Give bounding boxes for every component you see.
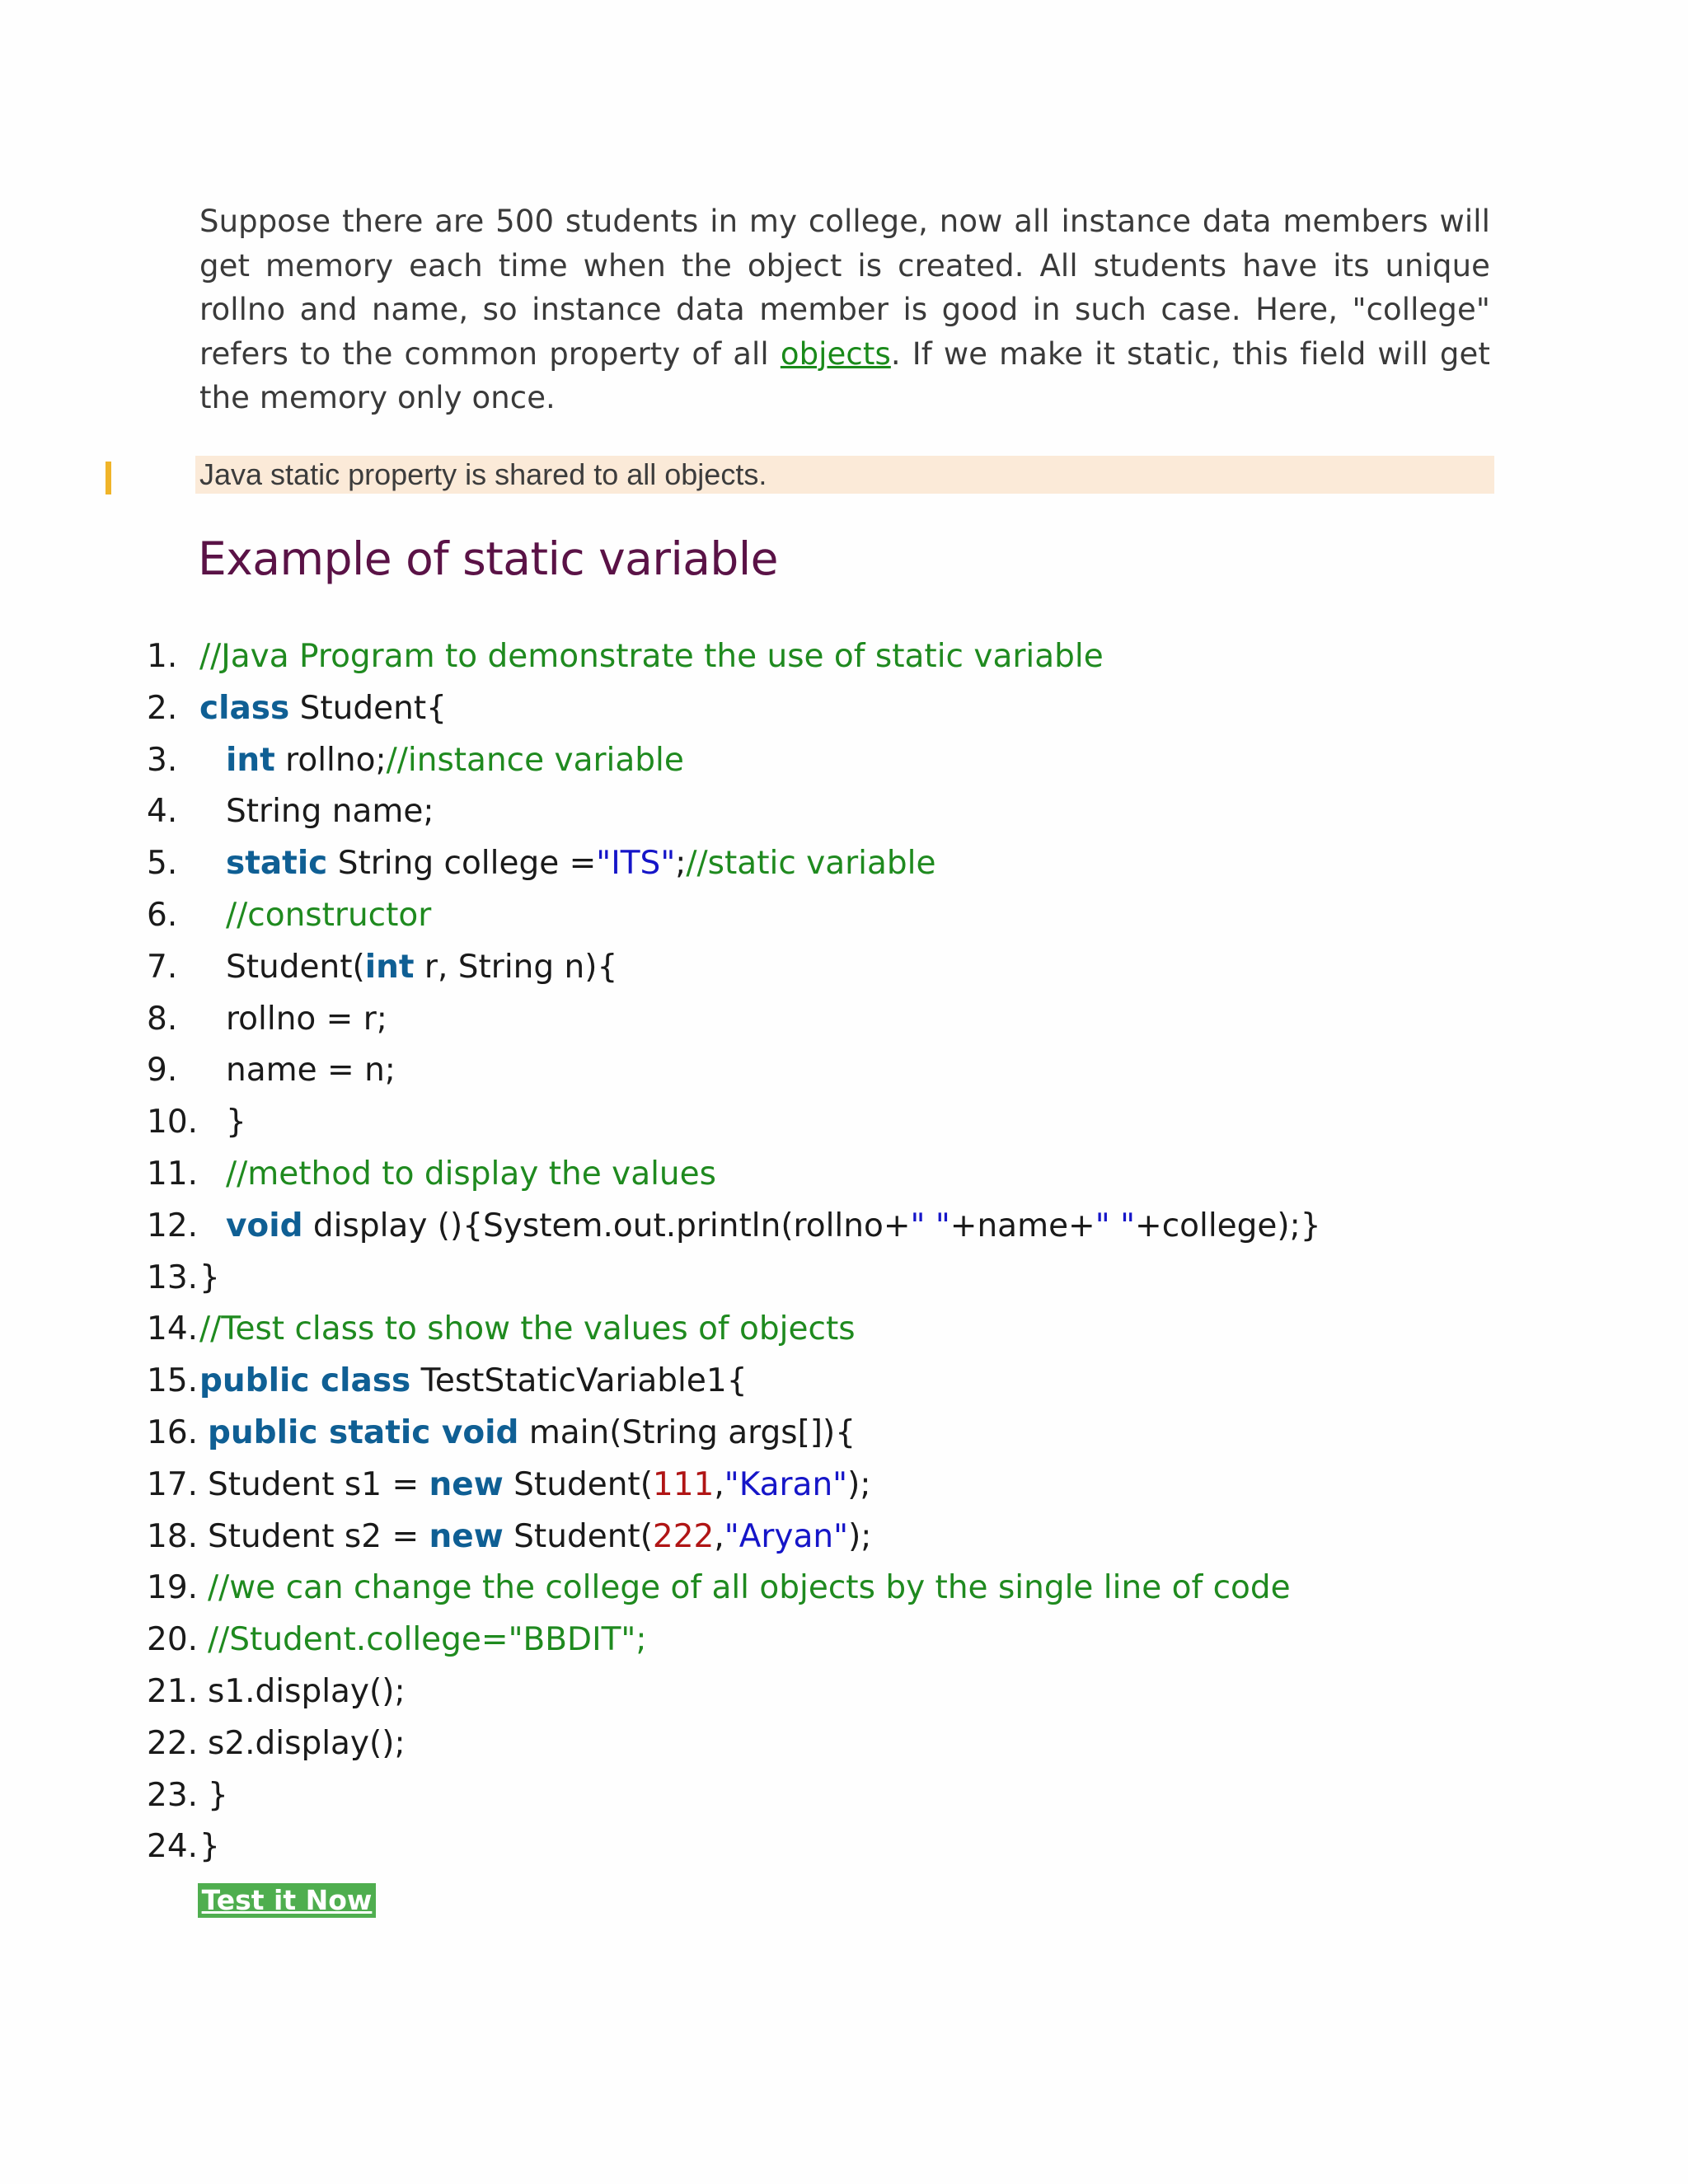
code-line (147, 1304, 1383, 1356)
code-text: rollno = r; (226, 1000, 387, 1038)
code-line-text (226, 890, 431, 942)
code-text: , (714, 1465, 724, 1503)
code-line-text (208, 1563, 1291, 1615)
code-line (147, 890, 1383, 942)
code-line-text (226, 942, 617, 994)
code-line-text (208, 1408, 856, 1460)
code-line (147, 1201, 1383, 1253)
code-text: main(String args[]){ (518, 1413, 856, 1451)
code-number: 111 (652, 1465, 715, 1503)
code-line (147, 1356, 1383, 1408)
code-text: ); (848, 1517, 872, 1555)
code-line-text (199, 1821, 220, 1873)
code-line-text (208, 1770, 228, 1822)
code-line-number: 22. (147, 1724, 199, 1762)
intro-text-after-link: . If we make it static, this field will get the memory only once. (199, 335, 1490, 415)
code-line-text (226, 786, 434, 838)
code-line (147, 942, 1383, 994)
code-line-number: 13. (147, 1258, 199, 1296)
intro-paragraph (199, 199, 1490, 420)
code-text: Student s1 = (208, 1465, 429, 1503)
code-line-number: 24. (147, 1828, 199, 1866)
code-line-number: 2. (147, 689, 178, 727)
code-number: 222 (652, 1517, 715, 1555)
code-text: String name; (226, 793, 434, 831)
code-line-text (199, 1304, 856, 1356)
code-comment: //instance variable (386, 741, 684, 779)
code-line (147, 1408, 1383, 1460)
code-line (147, 631, 1383, 683)
code-keyword: class (199, 689, 290, 727)
code-line (147, 994, 1383, 1046)
code-string: " " (910, 1207, 950, 1244)
code-text: String college = (327, 845, 597, 883)
code-line (147, 1666, 1383, 1718)
code-line (147, 1770, 1383, 1822)
code-line-number: 15. (147, 1362, 199, 1400)
code-text: +name+ (950, 1207, 1095, 1244)
code-line-text (226, 1149, 716, 1201)
code-text: , (714, 1517, 724, 1555)
objects-link[interactable]: objects (780, 335, 891, 372)
code-string: "Aryan" (724, 1517, 849, 1555)
code-line (147, 735, 1383, 787)
code-line-text (226, 838, 936, 890)
code-text: rollno; (274, 741, 387, 779)
code-line-number: 10. (147, 1104, 199, 1141)
code-text: Student{ (289, 689, 447, 727)
code-line (147, 1563, 1383, 1615)
code-keyword: public static void (208, 1413, 519, 1451)
code-string: " " (1095, 1207, 1136, 1244)
code-line-text (226, 735, 684, 787)
code-line (147, 1097, 1383, 1149)
code-line-number: 16. (147, 1413, 199, 1451)
code-line-number: 9. (147, 1052, 178, 1090)
code-line-number: 5. (147, 845, 178, 883)
code-text: ); (847, 1465, 871, 1503)
code-line-text (208, 1511, 871, 1563)
code-line-number: 1. (147, 638, 178, 675)
code-line-text (226, 1097, 246, 1149)
code-keyword: static (226, 845, 328, 883)
code-line-text (226, 994, 387, 1046)
code-text: ; (675, 845, 687, 883)
code-text: Student s2 = (208, 1517, 429, 1555)
code-text: Student( (226, 948, 365, 986)
code-line (147, 683, 1383, 735)
code-comment: //Java Program to demonstrate the use of static variable (199, 638, 1104, 675)
code-listing (147, 631, 1383, 1873)
code-line-text (199, 1356, 748, 1408)
code-line (147, 838, 1383, 890)
code-string: "Karan" (724, 1465, 848, 1503)
code-keyword: int (226, 741, 275, 779)
code-line-text (199, 631, 1104, 683)
code-line-number: 7. (147, 948, 178, 986)
section-heading: Example of static variable (198, 532, 778, 585)
code-text: s2.display(); (208, 1724, 406, 1762)
code-line-number: 6. (147, 896, 178, 934)
code-line (147, 1460, 1383, 1511)
code-line-number: 12. (147, 1207, 199, 1244)
code-line-text (199, 683, 447, 735)
code-comment: //Test class to show the values of objects (199, 1310, 856, 1348)
code-line-text (226, 1045, 396, 1097)
code-comment: //Student.college="BBDIT"; (208, 1621, 647, 1659)
note-callout: Java static property is shared to all objects. (195, 456, 1494, 494)
code-line-text (208, 1718, 406, 1770)
code-text: } (208, 1776, 228, 1814)
code-line-number: 3. (147, 741, 178, 779)
code-line-number: 11. (147, 1155, 199, 1193)
code-line-text (226, 1201, 1321, 1253)
code-line-number: 23. (147, 1776, 199, 1814)
code-comment: //constructor (226, 896, 432, 934)
code-line-text (199, 1253, 220, 1305)
code-line (147, 1615, 1383, 1666)
code-keyword: public class (199, 1362, 411, 1400)
code-keyword: void (226, 1207, 303, 1244)
code-keyword: int (364, 948, 415, 986)
code-text: TestStaticVariable1{ (410, 1362, 748, 1400)
code-text: s1.display(); (208, 1672, 406, 1710)
code-line (147, 1253, 1383, 1305)
code-text: display (){System.out.println(rollno+ (302, 1207, 911, 1244)
code-text: } (199, 1258, 220, 1296)
code-line-number: 18. (147, 1517, 199, 1555)
code-line-number: 20. (147, 1621, 199, 1659)
code-line-number: 21. (147, 1672, 199, 1710)
code-line (147, 1045, 1383, 1097)
test-it-now-button[interactable]: Test it Now (198, 1883, 376, 1918)
code-string: "ITS" (596, 845, 676, 883)
code-line-text (208, 1460, 870, 1511)
code-text: } (199, 1828, 220, 1866)
code-line (147, 1149, 1383, 1201)
code-text: +college);} (1135, 1207, 1321, 1244)
code-line-number: 19. (147, 1569, 199, 1607)
code-comment: //we can change the college of all objects by the single line of code (208, 1569, 1291, 1607)
code-keyword: new (429, 1517, 504, 1555)
code-line (147, 1718, 1383, 1770)
code-line (147, 786, 1383, 838)
code-line-number: 17. (147, 1465, 199, 1503)
code-text: Student( (503, 1465, 653, 1503)
code-text: } (226, 1104, 246, 1141)
note-marker-bar (106, 462, 111, 494)
intro-text-before-link: Suppose there are 500 students in my college, now all instance data members will get memory each time when the object is created. All students have its unique rollno and name, so instance data member is good in such case. Here, "college" refers to the common property of all (199, 204, 1490, 372)
code-text: r, String n){ (414, 948, 618, 986)
code-line-text (208, 1666, 406, 1718)
code-text: Student( (503, 1517, 653, 1555)
code-comment: //static variable (686, 845, 936, 883)
code-line-number: 8. (147, 1000, 178, 1038)
code-line-number: 4. (147, 793, 178, 831)
code-line (147, 1821, 1383, 1873)
code-text: name = n; (226, 1052, 396, 1090)
code-line-text (208, 1615, 646, 1666)
code-line (147, 1511, 1383, 1563)
code-line-number: 14. (147, 1310, 199, 1348)
code-keyword: new (429, 1465, 504, 1503)
code-comment: //method to display the values (226, 1155, 716, 1193)
